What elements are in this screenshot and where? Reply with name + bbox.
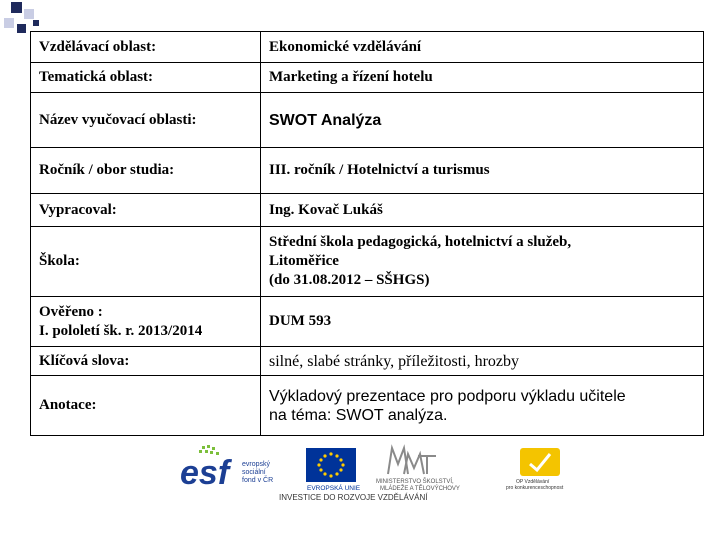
op-text: OP Vzdělávání pro konkurenceschopnost [506,479,564,491]
row-label: Anotace: [31,376,261,436]
op-badge [520,448,560,476]
funding-logos [180,444,580,502]
corner-square-dark [17,24,26,33]
row-value: Marketing a řízení hotelu [261,63,704,93]
banner-text: INVESTICE DO ROZVOJE VZDĚLÁVÁNÍ [279,493,428,502]
info-table [30,31,704,436]
corner-square-dark [33,20,39,26]
esf-logo [180,445,273,492]
row-label: Vypracoval: [31,194,261,227]
corner-square-light [24,9,34,19]
table-row [31,376,704,436]
row-value: III. ročník / Hotelnictví a turismus [261,148,704,194]
corner-square-dark [11,2,22,13]
eu-logo [306,448,361,492]
corner-square-light [4,18,14,28]
row-value: Výkladový prezentace pro podporu výkladu učitele na téma: SWOT analýza. [261,376,704,436]
row-label: Škola: [31,227,261,297]
row-label: Název vyučovací oblasti: [31,93,261,148]
row-label: Ověřeno : I. pololetí šk. r. 2013/2014 [31,297,261,347]
row-value: SWOT Analýza [261,93,704,148]
table-row [31,93,704,148]
esf-text: evropský sociální fond v ČR [242,461,274,484]
table-row [31,297,704,347]
row-label: Vzdělávací oblast: [31,32,261,63]
table-row [31,347,704,376]
row-label: Ročník / obor studia: [31,148,261,194]
table-row [31,148,704,194]
table-row [31,227,704,297]
table-row [31,194,704,227]
op-logo [506,448,564,491]
row-value: Střední škola pedagogická, hotelnictví a služeb, Litoměřice (do 31.08.2012 – SŠHGS) [261,227,704,297]
esf-wordmark: esf [180,454,230,492]
msmt-logo [376,448,460,492]
row-value: silné, slabé stránky, příležitosti, hrozby [261,347,704,376]
table-row [31,63,704,93]
msmt-text: MINISTERSTVO ŠKOLSTVÍ, MLÁDEŽE A TĚLOVÝCHOVY [376,479,460,492]
table-row [31,32,704,63]
row-label: Tematická oblast: [31,63,261,93]
row-label: Klíčová slova: [31,347,261,376]
row-value: Ekonomické vzdělávání [261,32,704,63]
eu-text: EVROPSKÁ UNIE [307,485,361,492]
row-value: Ing. Kovač Lukáš [261,194,704,227]
row-value: DUM 593 [261,297,704,347]
